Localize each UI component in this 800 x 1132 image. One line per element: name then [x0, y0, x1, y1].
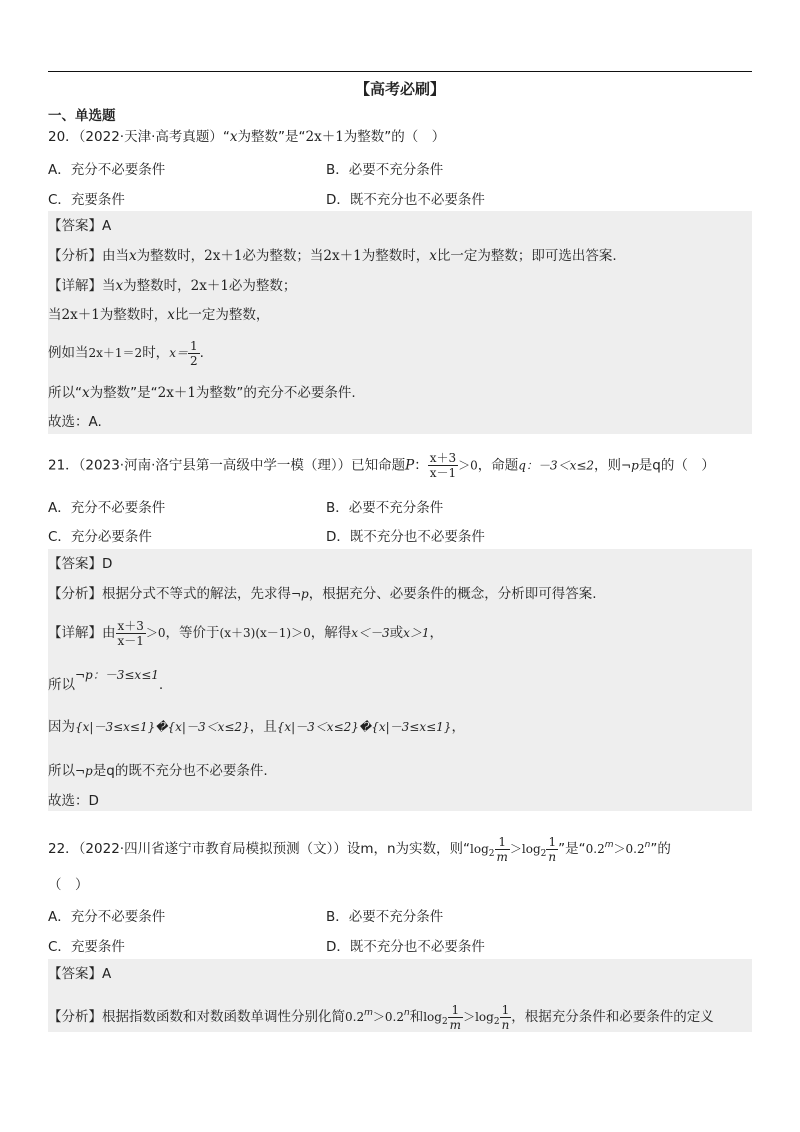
q21-answer: 【答案】D — [48, 556, 113, 572]
q21-stem: 21．（2023·河南·洛宁县第一高级中学一模（理））已知命题P： $\frac{x+3}{x-1}$ ＞0，命题q：－3＜x≤2，则¬p是q的（ ） — [48, 451, 715, 480]
q20-option-d[interactable]: D．既不充分也不必要条件 — [326, 192, 485, 208]
section-heading: 一、单选题 — [48, 108, 116, 124]
q21-conclusion: 所以¬p是q的既不充分也不必要条件. — [48, 763, 268, 779]
q21-choose: 故选：D — [48, 793, 99, 809]
q20-choose: 故选：A. — [48, 414, 102, 430]
q21-detail-line1: 【详解】由 $\frac{x+3}{x-1}$ ＞0，等价于(x＋3)(x－1)＞0，解得x＜－3或x＞1， — [48, 618, 444, 648]
q22-stem: 22．（2022·四川省遂宁市教育局模拟预测（文））设m，n为实数，则“$\log_2$ $\frac{1}{m}$ $>\log_2$ $\frac{1}{n}$ ”是“$0.2^m>0.2^n$”的 — [48, 834, 671, 864]
q22-answer: 【答案】A — [48, 966, 112, 982]
q20-analysis: 【分析】由当x为整数时，2x＋1必为整数；当2x＋1为整数时，x比一定为整数；即可选出答案. — [48, 248, 617, 264]
q21-option-b[interactable]: B．必要不充分条件 — [326, 500, 444, 516]
q22-analysis: 【分析】根据指数函数和对数函数单调性分别化简$0.2^m>0.2^n$和$\log_2$ $\frac{1}{m}$ $>\log_2$ $\frac{1}{n}$ ，根据充分条件和必要条件的定义 — [48, 1002, 714, 1032]
q21-because: 因为{x|－3≤x≤1}�{x|－3＜x≤2}，且{x|－3＜x≤2}�{x|－3≤x≤1}， — [48, 719, 465, 735]
q20-option-b[interactable]: B．必要不充分条件 — [326, 162, 444, 178]
q20-detail-line2: 当2x＋1为整数时，x比一定为整数， — [48, 307, 270, 323]
q20-option-a[interactable]: A．充分不必要条件 — [48, 162, 166, 178]
q21-option-a[interactable]: A．充分不必要条件 — [48, 500, 166, 516]
header-rule — [48, 71, 752, 72]
q20-detail-line1: 【详解】当x为整数时，2x＋1必为整数； — [48, 278, 297, 294]
q22-option-b[interactable]: B．必要不充分条件 — [326, 909, 444, 925]
q21-analysis: 【分析】根据分式不等式的解法，先求得¬p，根据充分、必要条件的概念，分析即可得答案. — [48, 586, 597, 602]
q20-option-c[interactable]: C．充要条件 — [48, 192, 125, 208]
q22-option-a[interactable]: A．充分不必要条件 — [48, 909, 166, 925]
q21-so: 所以¬p：－3≤x≤1. — [48, 668, 164, 693]
page-title: 【高考必刷】 — [354, 80, 445, 98]
q20-detail-line4: 所以“x为整数”是“2x＋1为整数”的充分不必要条件. — [48, 385, 356, 401]
q20-stem: 20．（2022·天津·高考真题）“x为整数”是“2x＋1为整数”的（ ） — [48, 129, 446, 145]
q20-answer: 【答案】A — [48, 218, 112, 234]
q21-option-d[interactable]: D．既不充分也不必要条件 — [326, 529, 485, 545]
q22-option-d[interactable]: D．既不充分也不必要条件 — [326, 939, 485, 955]
q20-detail-line3: 例如当2x＋1＝2时，x＝ $\frac{1}{2}$ . — [48, 338, 204, 368]
q22-option-c[interactable]: C．充要条件 — [48, 939, 125, 955]
q22-paren: （ ） — [48, 877, 89, 893]
q21-option-c[interactable]: C．充分必要条件 — [48, 529, 152, 545]
